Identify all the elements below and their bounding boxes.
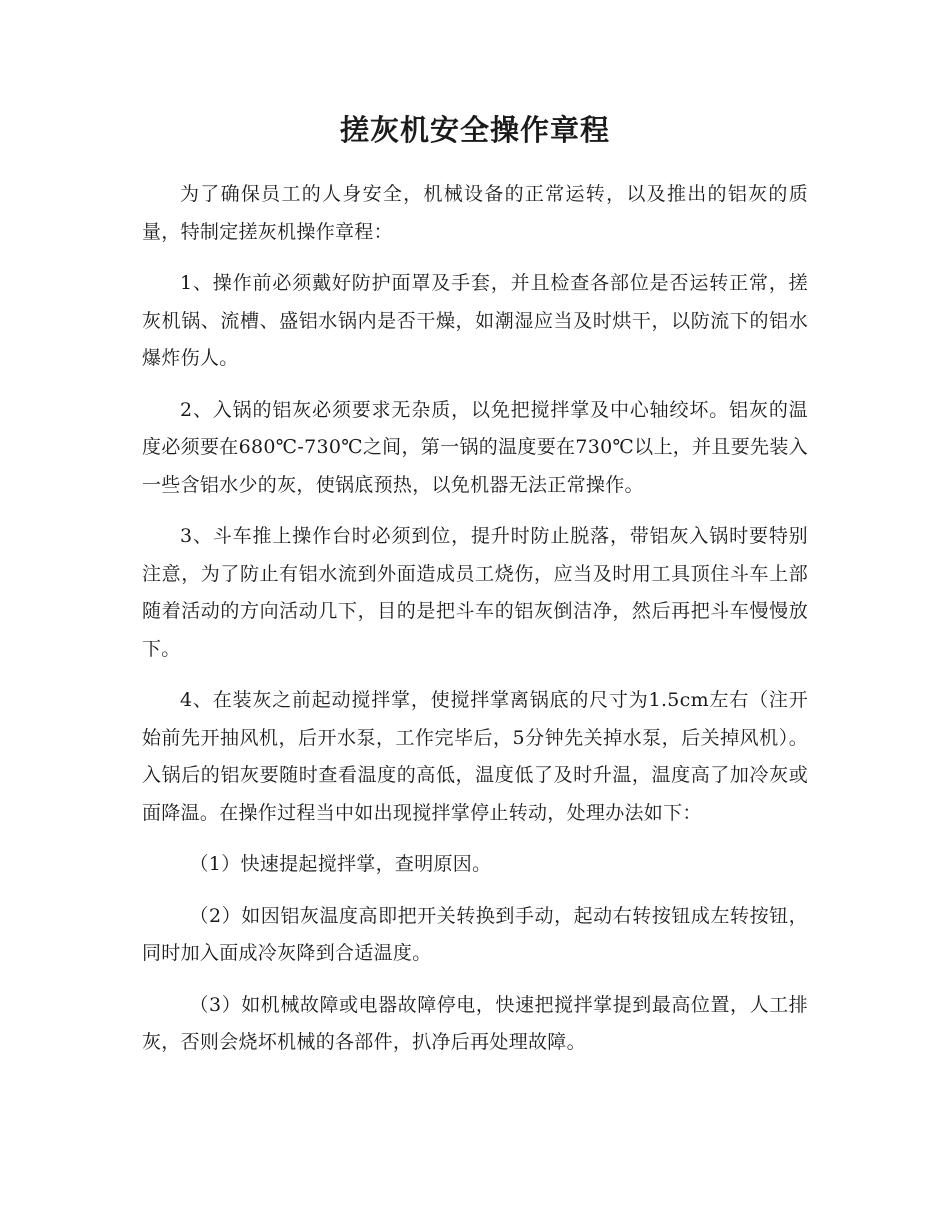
sub-rule-1-paragraph: （1）快速提起搅拌掌，查明原因。 <box>189 853 492 875</box>
document-title: 搓灰机安全操作章程 <box>339 113 610 147</box>
sub-rule-2-paragraph: （2）如因铝灰温度高即把开关转换到手动，起动右转按钮成左转按钮，同时加入面成冷灰降到合适温度。 <box>142 904 808 964</box>
rule-4-paragraph: 4、在装灰之前起动搅拌掌，使搅拌掌离锅底的尺寸为1.5cm左右（注开始前先开抽风机，后开水泵，工作完毕后，5分钟先关掉水泵，后关掉风机）。入锅后的铝灰要随时查看温度的高低，温度低了及时升温，温度高了加冷灰或面降温。在操作过程当中如出现搅拌掌停止转动，处理办法如下： <box>142 689 808 824</box>
sub-rule-3-paragraph: （3）如机械故障或电器故障停电，快速把搅拌掌提到最高位置，人工排灰，否则会烧坏机械的各部件，扒净后再处理故障。 <box>142 993 808 1053</box>
intro-paragraph: 为了确保员工的人身安全，机械设备的正常运转，以及推出的铝灰的质量，特制定搓灰机操作章程： <box>142 183 808 243</box>
rule-3-paragraph: 3、斗车推上操作台时必须到位，提升时防止脱落，带铝灰入锅时要特别注意，为了防止有铝水流到外面造成员工烧伤，应当及时用工具顶住斗车上部随着活动的方向活动几下，目的是把斗车的铝灰倒洁净，然后再把斗车慢慢放下。 <box>142 525 808 660</box>
rule-1-paragraph: 1、操作前必须戴好防护面罩及手套，并且检查各部位是否运转正常，搓灰机锅、流槽、盛铝水锅内是否干燥，如潮湿应当及时烘干，以防流下的铝水爆炸伤人。 <box>142 272 808 369</box>
rule-2-paragraph: 2、入锅的铝灰必须要求无杂质，以免把搅拌掌及中心轴绞坏。铝灰的温度必须要在680℃-730℃之间，第一锅的温度要在730℃以上，并且要先装入一些含铝水少的灰，使锅底预热，以免机器无法正常操作。 <box>142 398 808 496</box>
